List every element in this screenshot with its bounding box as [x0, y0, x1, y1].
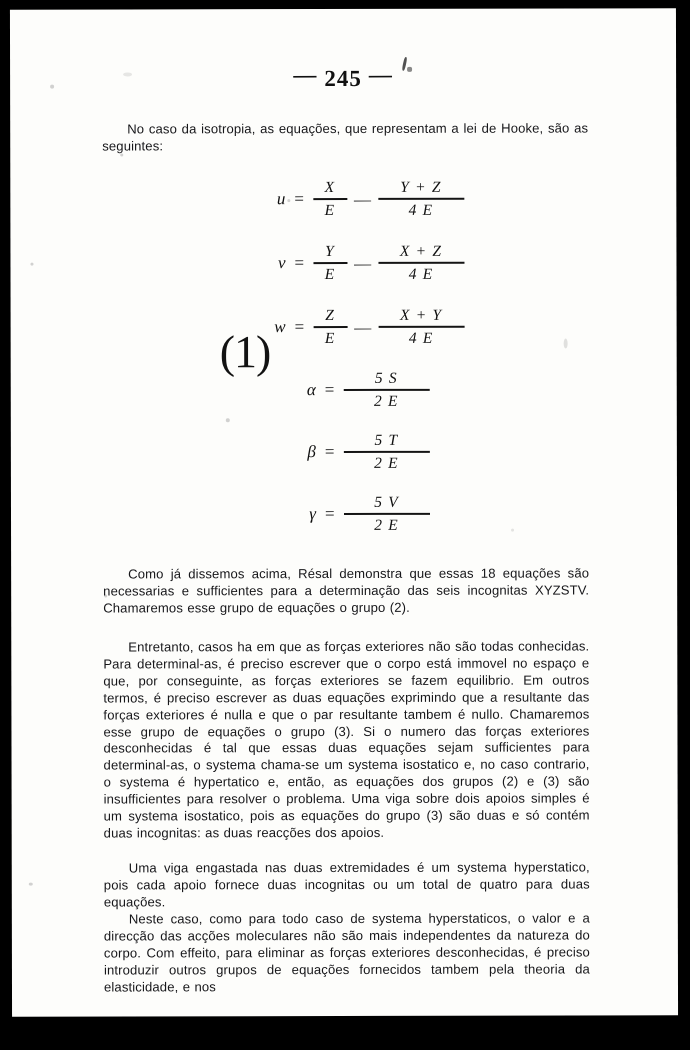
- fraction-first: [313, 177, 347, 222]
- fraction-denominator: E: [324, 329, 336, 347]
- fraction-denominator: 4 E: [408, 201, 434, 219]
- fraction: [343, 367, 429, 412]
- equation-beta: [11, 420, 677, 483]
- equals-sign: =: [294, 253, 305, 273]
- fraction-first: [313, 305, 347, 350]
- fraction-denominator: 4 E: [408, 265, 434, 283]
- folio-dash-left: —: [293, 62, 318, 88]
- equation-u: [10, 166, 676, 231]
- equation-lhs: v: [277, 253, 286, 273]
- ink-speck: [407, 67, 412, 72]
- paragraph-text: Entretanto, casos ha em que as forças exteriores não são todas conhecidas. Para determinal-as, é preciso escrever que o corpo está immovel no espaço e que, por conseguinte, as forças exteriores se fazem equilibrio. Em outros termos, é preciso escrever as duas equações exprimindo que a resultante das forças exteriores é nulla e que o par resultante tambem é nullo. Chamaremos esse grupo de equações o grupo (3). Si o numero das forças exteriores desconhecidas é tal que essas duas equações sejam sufficientes para determinal-as, o systema chama-se um systema isostatico e, no caso contrario, o systema é hypertatico e, então, as equações dos grupos (2) e (3) são insufficientes para resolver o problema. Uma viga sobre dois apoios simples é um systema isostatico, pois as equações do grupo (3) são duas e só contém duas incognitas: as duas reacções dos apoios.: [103, 638, 590, 841]
- fraction-denominator: E: [324, 201, 336, 219]
- paragraph-block-5: [104, 910, 590, 996]
- equals-sign: =: [294, 317, 305, 337]
- folio-dash-right: —: [368, 61, 393, 87]
- fraction-denominator: 2 E: [373, 392, 399, 410]
- fraction-numerator: 5 V: [374, 493, 399, 511]
- equation-group-1: [10, 166, 677, 545]
- fraction-numerator: X + Y: [400, 306, 443, 324]
- equation-alpha: [11, 358, 677, 421]
- paragraph-block-4: [104, 859, 590, 911]
- fraction-numerator: X + Z: [399, 242, 443, 260]
- scan-fleck: [29, 883, 33, 886]
- fraction-denominator: E: [324, 265, 336, 283]
- equals-sign: =: [324, 380, 335, 400]
- equation-lhs: w: [274, 317, 286, 337]
- minus-operator: —: [353, 189, 371, 209]
- equation-lhs: α: [306, 380, 316, 400]
- paragraph-text: Uma viga engastada nas duas extremidades é um systema hyperstatico, pois cada apoio fornece duas incognitas ou um total de quatro para duas equações.: [103, 859, 590, 910]
- fraction-numerator: Z: [325, 306, 336, 324]
- fraction-numerator: 5 T: [374, 431, 399, 449]
- equals-sign: =: [294, 189, 304, 209]
- equation-w: [11, 294, 677, 359]
- paragraph-text: Como já dissemos acima, Résal demonstra que essas 18 equações são necessarias e sufficientes para a determinação das seis incognitas XYZSTV. Chamaremos esse grupo de equações o grupo (2).: [103, 565, 590, 616]
- fraction: [344, 491, 430, 536]
- fraction-second: [378, 240, 464, 285]
- paragraph-text: No caso da isotropia, as equações, que representam a lei de Hooke, são as seguintes:: [102, 120, 589, 154]
- paper-sheet: [10, 8, 678, 1016]
- equation-lhs: γ: [309, 504, 317, 524]
- minus-operator: —: [354, 317, 372, 337]
- fraction-numerator: X: [324, 178, 336, 196]
- fraction-numerator: Y + Z: [400, 178, 442, 196]
- equation-group-label: (1): [219, 326, 271, 378]
- equation-gamma: [11, 482, 677, 545]
- fraction-second: [378, 176, 464, 221]
- equation-lhs: β: [307, 442, 316, 462]
- fraction-denominator: 2 E: [374, 454, 399, 472]
- fraction-numerator: Y: [325, 242, 335, 260]
- intro-paragraph-block: [102, 120, 588, 155]
- fraction-first: [313, 241, 347, 286]
- paragraph-block-2: [103, 565, 589, 617]
- paragraph-text: Neste caso, como para todo caso de systema hyperstaticos, o valor e a direcção das acções moleculares não são mais independentes da natureza do corpo. Com effeito, para eliminar as forças exteriores desconhecidas, é preciso introduzir outros grupos de equações fornecidos tambem pela theoria da elasticidade, e nos: [103, 910, 590, 995]
- equals-sign: =: [324, 504, 335, 524]
- minus-operator: —: [354, 253, 372, 273]
- folio-number: 245: [324, 65, 362, 92]
- fraction-numerator: 5 S: [374, 369, 398, 387]
- fraction-second: [378, 304, 464, 349]
- equation-lhs: u: [276, 189, 286, 209]
- page-number: [10, 61, 676, 92]
- fraction: [343, 429, 429, 474]
- equation-v: [10, 230, 676, 295]
- equals-sign: =: [324, 442, 335, 462]
- fraction-denominator: 4 E: [408, 329, 434, 347]
- fraction-denominator: 2 E: [374, 516, 399, 534]
- paragraph-block-3: [103, 638, 589, 842]
